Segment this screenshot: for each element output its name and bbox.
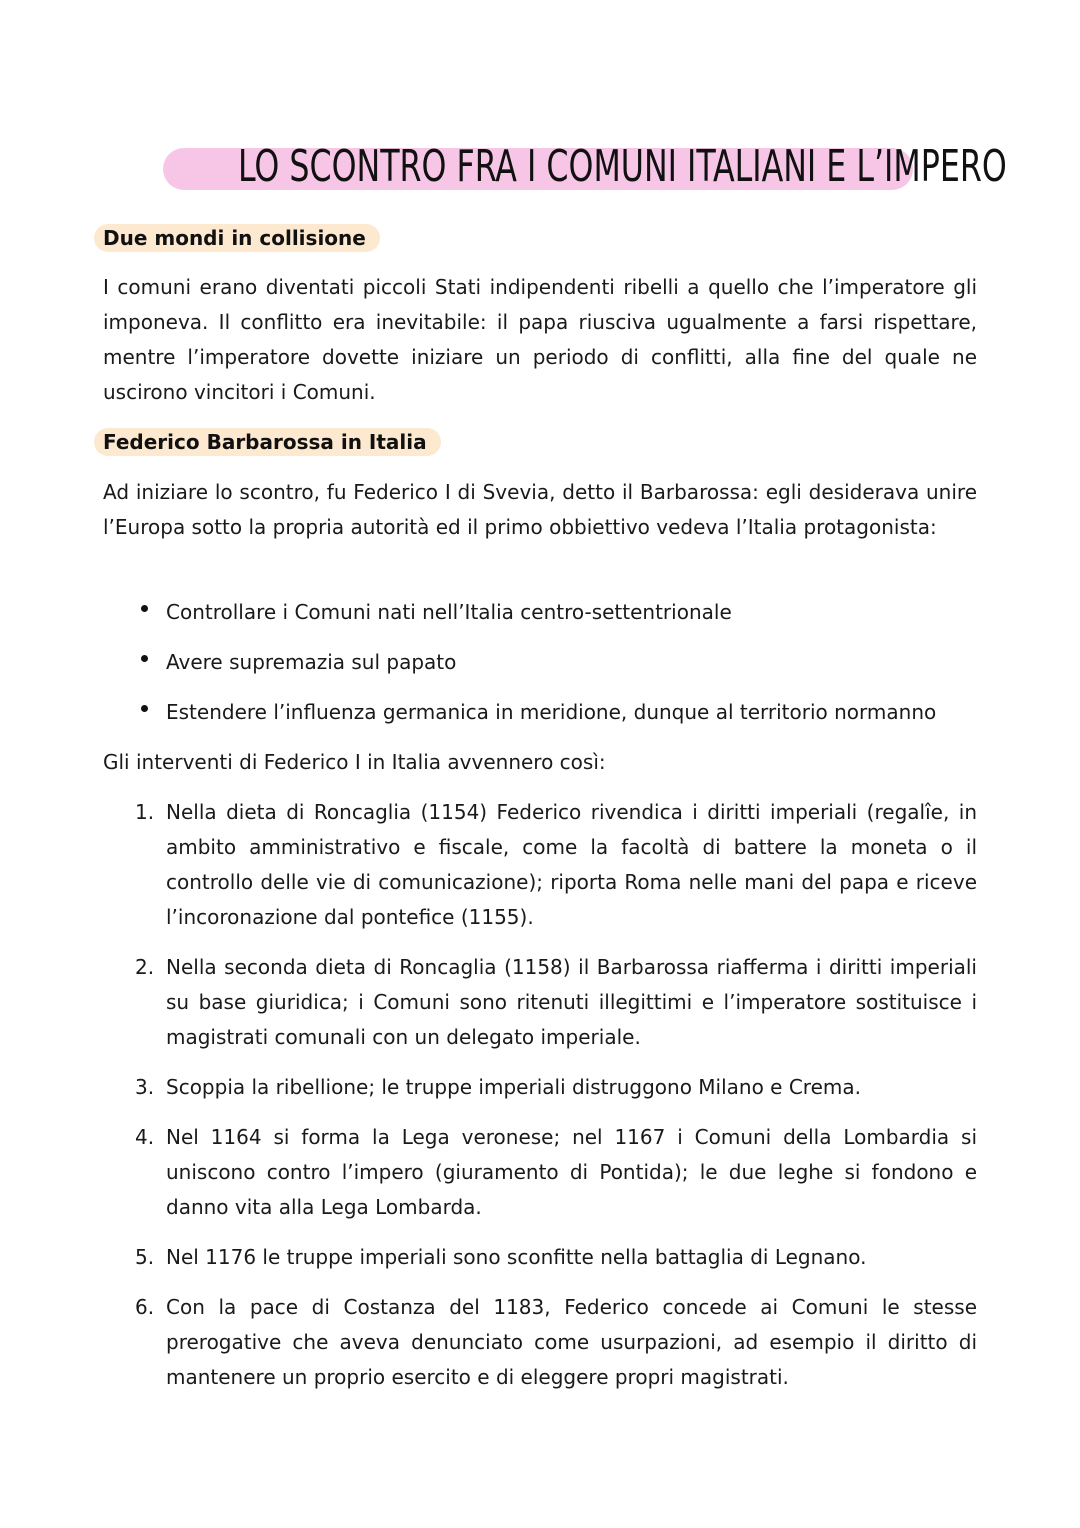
list-item-text: Avere supremazia sul papato: [166, 650, 457, 674]
paragraph-barbarossa: Ad iniziare lo scontro, fu Federico I di Svevia, detto il Barbarossa: egli desiderava unire l’Europa sotto la propria autorità ed il primo obbiettivo vedeva l’Italia protagonista:: [103, 480, 977, 539]
bullet-icon: [141, 705, 148, 712]
list-item-text: Nella dieta di Roncaglia (1154) Federico rivendica i diritti imperiali (regalîe, in ambito amministrativo e fiscale, come la facoltà di battere la moneta o il controllo delle vie di comunicazione); riporta Roma nelle mani del papa e riceve l’incoronazione dal pontefice (1155).: [166, 800, 977, 929]
list-item-number: 1.: [135, 800, 155, 824]
list-item-text: Nel 1164 si forma la Lega veronese; nel 1167 i Comuni della Lombardia si uniscono contro l’impero (giuramento di Pontida); le due leghe si fondono e danno vita alla Lega Lombarda.: [166, 1125, 977, 1219]
bullet-icon: [141, 605, 148, 612]
list-item: [103, 1070, 977, 1105]
bullet-icon: [141, 655, 148, 662]
list-item: [103, 645, 977, 680]
list-item-text: Scoppia la ribellione; le truppe imperiali distruggono Milano e Crema.: [166, 1075, 861, 1099]
page-title: LO SCONTRO FRA I COMUNI ITALIANI E L’IMPERO: [238, 141, 1007, 192]
list-item-number: 4.: [135, 1125, 155, 1149]
list-item-number: 5.: [135, 1245, 155, 1269]
list-item: [103, 695, 977, 730]
events-intro: Gli interventi di Federico I in Italia avvennero così:: [103, 750, 606, 774]
title-block: [163, 134, 1007, 200]
objectives-list: [103, 595, 977, 745]
section-heading-barbarossa: Federico Barbarossa in Italia: [94, 428, 441, 456]
list-item: [103, 1240, 977, 1275]
list-item-text: Estendere l’influenza germanica in meridione, dunque al territorio normanno: [166, 700, 937, 724]
paragraph-collision: I comuni erano diventati piccoli Stati indipendenti ribelli a quello che l’imperatore gli imponeva. Il conflitto era inevitabile: il papa riusciva ugualmente a farsi rispettare, mentre l’imperatore dovette iniziare un periodo di conflitti, alla fine del quale ne uscirono vincitori i Comuni.: [103, 275, 977, 404]
list-item: [103, 950, 977, 1055]
list-item-text: Con la pace di Costanza del 1183, Federico concede ai Comuni le stesse prerogative che aveva denunciato come usurpazioni, ad esempio il diritto di mantenere un proprio esercito e di eleggere propri magistrati.: [166, 1295, 977, 1389]
list-item-text: Nella seconda dieta di Roncaglia (1158) il Barbarossa riafferma i diritti imperiali su base giuridica; i Comuni sono ritenuti illegittimi e l’imperatore sostituisce i magistrati comunali con un delegato imperiale.: [166, 955, 977, 1049]
list-item-text: Controllare i Comuni nati nell’Italia centro-settentrionale: [166, 600, 732, 624]
list-item: [103, 795, 977, 935]
list-item: [103, 1120, 977, 1225]
list-item-number: 3.: [135, 1075, 155, 1099]
events-list: [103, 795, 977, 1410]
list-item: [103, 595, 977, 630]
section-heading-collision: Due mondi in collisione: [94, 224, 380, 252]
list-item-text: Nel 1176 le truppe imperiali sono sconfitte nella battaglia di Legnano.: [166, 1245, 867, 1269]
list-item-number: 2.: [135, 955, 155, 979]
list-item-number: 6.: [135, 1295, 155, 1319]
list-item: [103, 1290, 977, 1395]
